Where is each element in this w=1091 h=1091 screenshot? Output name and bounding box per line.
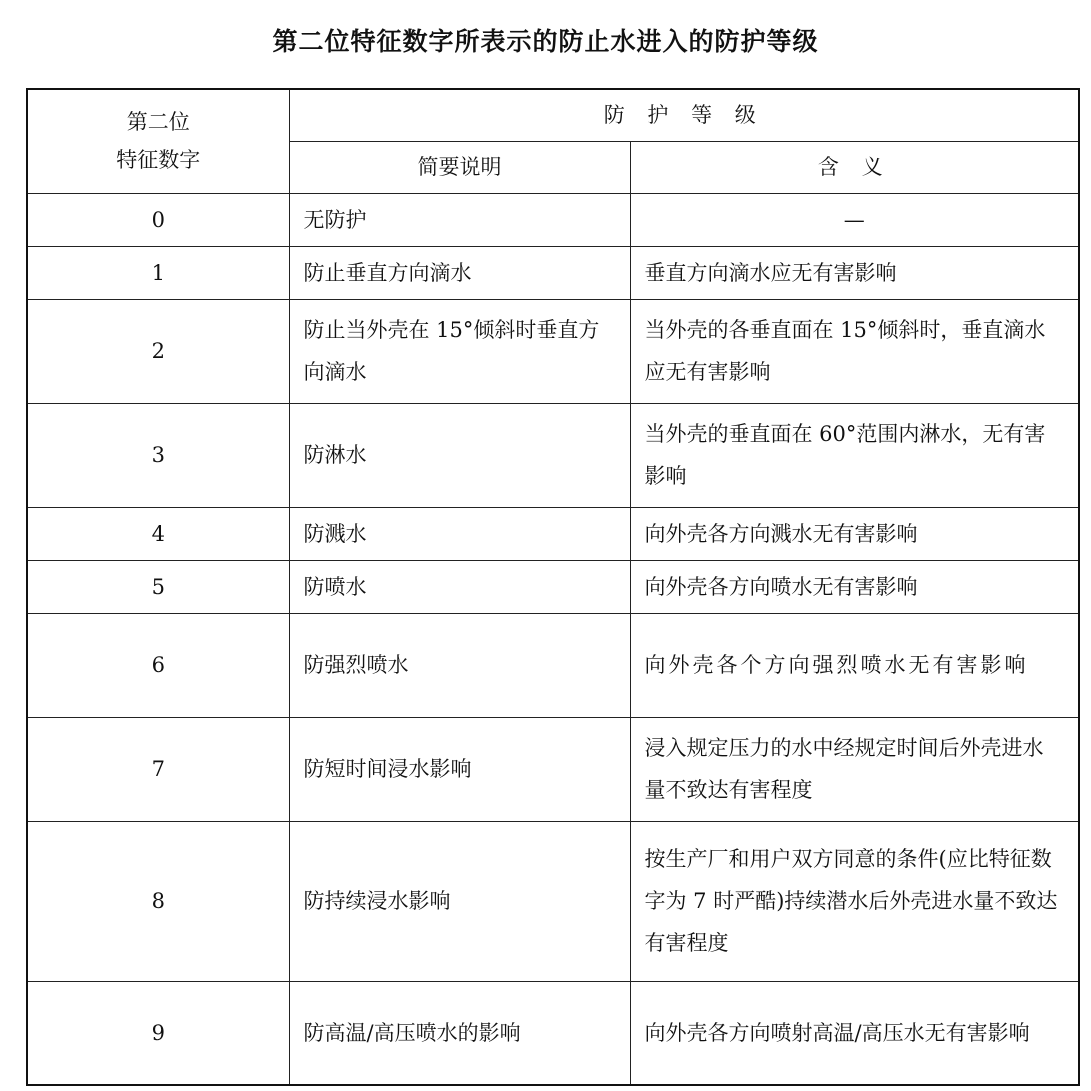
table-row <box>27 507 1079 560</box>
description-cell: 防淋水 <box>289 403 630 507</box>
table-row <box>27 299 1079 403</box>
digit-cell: 5 <box>27 560 289 613</box>
meaning-cell: 向外壳各方向溅水无有害影响 <box>630 507 1079 560</box>
table-row <box>27 403 1079 507</box>
description-cell: 防持续浸水影响 <box>289 821 630 981</box>
digit-cell: 0 <box>27 193 289 246</box>
meaning-cell: 向外壳各个方向强烈喷水无有害影响 <box>630 613 1079 717</box>
header-meaning: 含 义 <box>630 141 1079 193</box>
page-title: 第二位特征数字所表示的防止水进入的防护等级 <box>272 27 819 56</box>
table-row <box>27 560 1079 613</box>
header-row-1 <box>27 89 1079 141</box>
table-row <box>27 821 1079 981</box>
digit-cell: 3 <box>27 403 289 507</box>
meaning-cell: 按生产厂和用户双方同意的条件(应比特征数字为 7 时严酷)持续潜水后外壳进水量不致达有害程度 <box>630 821 1079 981</box>
digit-cell: 6 <box>27 613 289 717</box>
table-row <box>27 613 1079 717</box>
header-digit <box>27 89 289 193</box>
description-cell: 防短时间浸水影响 <box>289 717 630 821</box>
description-cell: 防高温/高压喷水的影响 <box>289 981 630 1085</box>
description-cell: 防止垂直方向滴水 <box>289 246 630 299</box>
meaning-cell: — <box>630 193 1079 246</box>
meaning-cell: 当外壳的垂直面在 60°范围内淋水，无有害影响 <box>630 403 1079 507</box>
header-protection-grade: 防 护 等 级 <box>289 89 1079 141</box>
meaning-cell: 向外壳各方向喷射高温/高压水无有害影响 <box>630 981 1079 1085</box>
description-cell: 防强烈喷水 <box>289 613 630 717</box>
digit-cell: 8 <box>27 821 289 981</box>
meaning-cell: 垂直方向滴水应无有害影响 <box>630 246 1079 299</box>
description-cell: 防溅水 <box>289 507 630 560</box>
description-cell: 防喷水 <box>289 560 630 613</box>
protection-grade-table <box>26 88 1080 1086</box>
digit-cell: 1 <box>27 246 289 299</box>
digit-cell: 9 <box>27 981 289 1085</box>
table-row <box>27 717 1079 821</box>
meaning-cell: 向外壳各方向喷水无有害影响 <box>630 560 1079 613</box>
header-brief-description: 简要说明 <box>289 141 630 193</box>
meaning-cell: 浸入规定压力的水中经规定时间后外壳进水量不致达有害程度 <box>630 717 1079 821</box>
description-cell: 无防护 <box>289 193 630 246</box>
meaning-cell: 当外壳的各垂直面在 15°倾斜时，垂直滴水应无有害影响 <box>630 299 1079 403</box>
digit-cell: 4 <box>27 507 289 560</box>
header-digit-line1: 第二位 <box>126 110 190 135</box>
digit-cell: 2 <box>27 299 289 403</box>
digit-cell: 7 <box>27 717 289 821</box>
description-cell: 防止当外壳在 15°倾斜时垂直方向滴水 <box>289 299 630 403</box>
header-digit-line2: 特征数字 <box>116 148 201 173</box>
table-row <box>27 981 1079 1085</box>
table-row <box>27 193 1079 246</box>
table-row <box>27 246 1079 299</box>
